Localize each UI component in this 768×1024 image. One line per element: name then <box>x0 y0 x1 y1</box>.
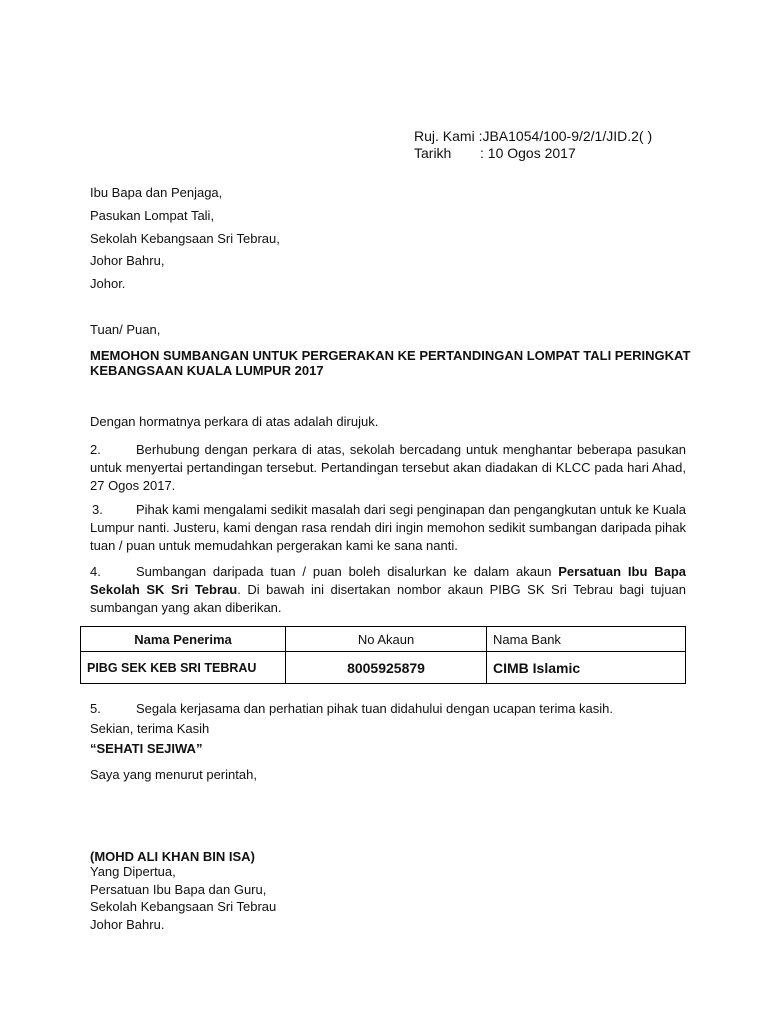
subject-line-1: MEMOHON SUMBANGAN UNTUK PERGERAKAN KE PERTANDINGAN LOMPAT TALI PERINGKAT <box>90 348 691 363</box>
reference-line <box>414 128 652 144</box>
paragraph-3 <box>90 501 686 555</box>
recipient-line: Ibu Bapa dan Penjaga, <box>90 185 223 200</box>
ruj-value: JBA1054/100-9/2/1/JID.2( ) <box>482 128 653 144</box>
cell-account-number: 8005925879 <box>286 652 487 684</box>
obey-line: Saya yang menurut perintah, <box>90 767 257 782</box>
closing: Sekian, terima Kasih <box>90 721 210 736</box>
table-row <box>81 652 686 684</box>
paragraph-text: Pihak kami mengalami sedikit masalah dari segi penginapan dan pengangkutan untuk ke Kuala Lumpur nanti. Justeru, kami dengan rasa rendah diri ingin memohon sedikit sumbangan daripada pihak tuan / puan untuk memudahkan pergerakan kami ke sana nanti. <box>90 502 686 553</box>
cell-bank-name: CIMB Islamic <box>487 652 686 684</box>
tarikh-value: : 10 Ogos 2017 <box>480 145 576 161</box>
cell-recipient: PIBG SEK KEB SRI TEBRAU <box>81 652 286 684</box>
header-nama-penerima: Nama Penerima <box>81 627 286 652</box>
recipient-line: Johor Bahru, <box>90 253 165 268</box>
paragraph-number: 2. <box>90 442 101 457</box>
signer-name: (MOHD ALI KHAN BIN ISA) <box>90 849 255 864</box>
account-holder-name: Persatuan Ibu Bapa Sekolah SK Sri Tebrau <box>90 564 686 597</box>
recipient-line: Pasukan Lompat Tali, <box>90 208 215 223</box>
bank-account-table <box>80 626 686 684</box>
paragraph-text: Segala kerjasama dan perhatian pihak tuan didahului dengan ucapan terima kasih. <box>136 701 613 716</box>
tarikh-label: Tarikh <box>414 145 452 161</box>
date-line <box>414 145 576 161</box>
paragraph-number: 3. <box>92 502 103 517</box>
header-no-akaun: No Akaun <box>286 627 487 652</box>
paragraph-number: 5. <box>90 701 101 716</box>
paragraph-4 <box>90 563 686 617</box>
ruj-label: Ruj. Kami : <box>414 128 483 144</box>
signer-line: Johor Bahru. <box>90 917 165 932</box>
intro-paragraph: Dengan hormatnya perkara di atas adalah dirujuk. <box>90 414 379 429</box>
paragraph-text-a: Sumbangan daripada tuan / puan boleh disalurkan ke dalam akaun <box>136 564 559 579</box>
paragraph-5 <box>90 701 613 716</box>
recipient-line: Sekolah Kebangsaan Sri Tebrau, <box>90 231 280 246</box>
signer-line: Yang Dipertua, <box>90 864 176 879</box>
subject-line-2: KEBANGSAAN KUALA LUMPUR 2017 <box>90 363 324 378</box>
salutation: Tuan/ Puan, <box>90 322 161 337</box>
motto: “SEHATI SEJIWA” <box>90 741 203 756</box>
paragraph-text: Berhubung dengan perkara di atas, sekolah bercadang untuk menghantar beberapa pasukan untuk menyertai pertandingan tersebut. Pertandingan tersebut akan diadakan di KLCC pada hari Ahad, 27 Ogos 2017. <box>90 442 686 493</box>
recipient-line: Johor. <box>90 276 126 291</box>
paragraph-2 <box>90 441 686 495</box>
signer-line: Persatuan Ibu Bapa dan Guru, <box>90 882 267 897</box>
paragraph-text-b: . Di bawah ini disertakan nombor akaun PIBG SK Sri Tebrau bagi tujuan sumbangan yang akan diberikan. <box>90 582 686 615</box>
table-header-row <box>81 627 686 652</box>
signer-line: Sekolah Kebangsaan Sri Tebrau <box>90 899 277 914</box>
paragraph-number: 4. <box>90 564 101 579</box>
header-nama-bank: Nama Bank <box>487 627 686 652</box>
